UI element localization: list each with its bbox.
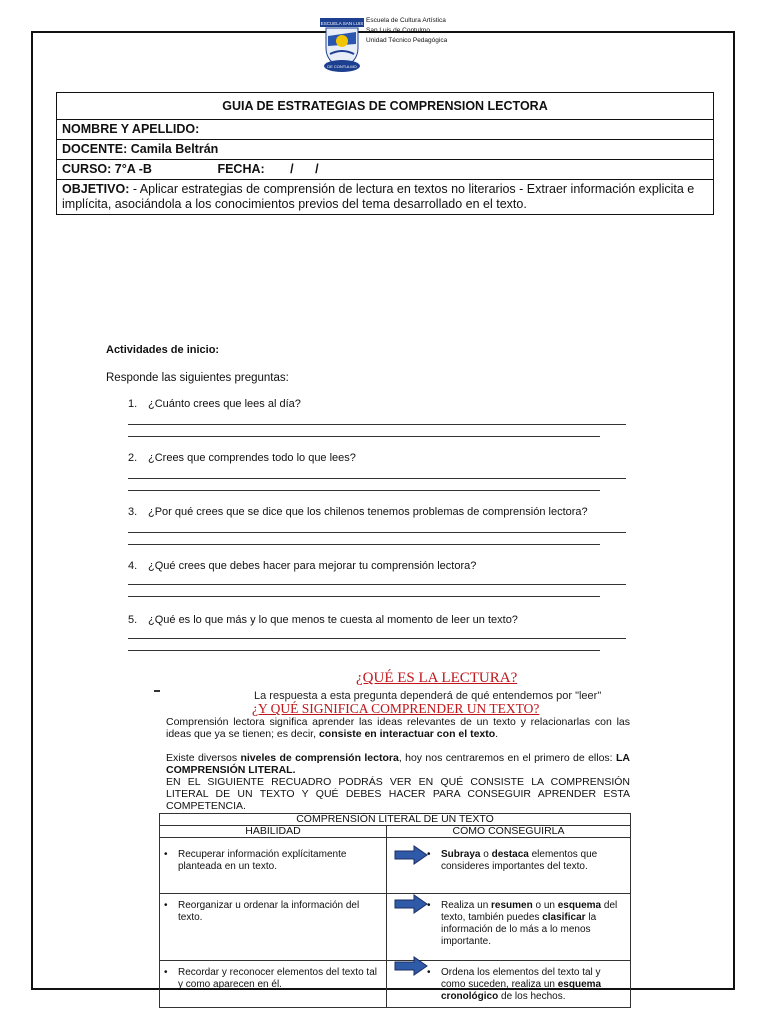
bullet: • [164, 967, 168, 978]
answer-line[interactable] [128, 638, 626, 639]
table-row [160, 961, 387, 1008]
activities-subtitle: Responde las siguientes preguntas: [106, 372, 289, 384]
answer-line[interactable] [128, 478, 626, 479]
answer-line[interactable] [128, 424, 626, 425]
p1-text: Comprensión lectora significa aprender las ideas relevantes de un texto y relacionarlas con las ideas que ya se tienen; es decir, [166, 716, 630, 740]
docente-field: DOCENTE: Camila Beltrán [57, 140, 714, 160]
answer-line[interactable] [128, 436, 600, 437]
question-5 [128, 614, 518, 626]
question-text: ¿Qué crees que debes hacer para mejorar tu comprensión lectora? [148, 560, 477, 572]
p1-bold: consiste en interactuar con el texto [318, 728, 496, 740]
col-como: CÓMO CONSEGUIRLA [387, 826, 631, 838]
p2-bold: niveles de comprensión lectora [240, 752, 399, 764]
activities-title: Actividades de inicio: [106, 344, 220, 356]
objetivo-label: OBJETIVO: [62, 182, 130, 196]
p2-text-2: , hoy nos centraremos en el primero de ellos: [398, 752, 616, 764]
nombre-field[interactable]: NOMBRE Y APELLIDO: [57, 120, 714, 140]
table-title: COMPRENSIÓN LITERAL DE UN TEXTO [160, 814, 631, 826]
paragraph-3: EN EL SIGUIENTE RECUADRO PODRÁS VER EN QUÉ CONSISTE LA COMPRENSIÓN LITERAL DE UN TEXTO Y QUÉ DEBES HACER PARA CONSEGUIR APRENDER ESTA COMPETENCIA. [166, 776, 630, 812]
svg-text:ESCUELA SAN LUIS: ESCUELA SAN LUIS [320, 21, 364, 26]
activities-section [106, 344, 636, 626]
question-text: ¿Cuánto crees que lees al día? [148, 398, 301, 410]
p1-end: . [495, 728, 499, 740]
objetivo-text: - Aplicar estrategias de comprensión de lectura en textos no literarios - Extraer información explicita e implícita, asociándola a los conocimientos previos del tema desarrollado en el texto. [62, 182, 695, 211]
bullet: • [427, 967, 431, 978]
curso-fecha-row[interactable] [57, 160, 714, 180]
info-table [56, 92, 714, 215]
habilidad-text: Recuperar información explícitamente planteada en un texto. [178, 849, 347, 872]
bullet: • [427, 900, 431, 911]
objetivo-field [57, 180, 714, 215]
arrow-right-icon [394, 894, 428, 914]
p2-text: Existe diversos [166, 752, 241, 764]
bullet: • [427, 849, 431, 860]
lectura-title: ¿QUÉ ES LA LECTURA? [356, 670, 518, 686]
table-row [160, 894, 387, 961]
school-line-2: San Luis de Contulmo [366, 27, 430, 34]
col-habilidad: HABILIDAD [160, 826, 387, 838]
school-line-1: Escuela de Cultura Artística [366, 17, 446, 24]
habilidad-text: Reorganizar u ordenar la información del texto. [178, 900, 360, 923]
arrow-right-icon [394, 845, 428, 865]
question-number: 1. [128, 398, 138, 410]
question-3 [128, 506, 588, 518]
arrow-right-icon [394, 956, 428, 976]
paragraph-2 [166, 752, 630, 776]
answer-line[interactable] [128, 532, 626, 533]
school-line-3: Unidad Técnico Pedagógica [366, 37, 448, 44]
question-2 [128, 452, 356, 464]
question-number: 4. [128, 560, 138, 572]
habilidad-text: Recordar y reconocer elementos del texto tal y como aparecen en él. [178, 967, 377, 990]
como-text: Ordena los elementos del texto tal y como suceden, realiza un esquema cronológico de los hechos. [441, 967, 602, 1002]
guide-title: GUIA DE ESTRATEGIAS DE COMPRENSION LECTORA [57, 93, 714, 120]
answer-line[interactable] [128, 490, 600, 491]
paragraph-1 [166, 716, 630, 740]
como-text: Realiza un resumen o un esquema del texto, también puedes clasificar la información de lo más a lo menos importante. [441, 900, 618, 947]
answer-line[interactable] [128, 544, 600, 545]
school-logo [320, 14, 366, 81]
fecha-slash-2: / [315, 162, 319, 176]
school-header-text [366, 16, 447, 46]
fecha-slash-1: / [290, 162, 294, 176]
question-number: 3. [128, 506, 138, 518]
question-number: 5. [128, 614, 138, 626]
bullet: • [164, 900, 168, 911]
question-text: ¿Qué es lo que más y lo que menos te cuesta al momento de leer un texto? [148, 614, 518, 626]
bullet: • [164, 849, 168, 860]
svg-text:DE CONTULMO: DE CONTULMO [327, 64, 357, 69]
answer-line[interactable] [128, 584, 626, 585]
comprension-title: ¿Y QUÉ SIGNIFICA COMPRENDER UN TEXTO? [252, 701, 540, 716]
como-text: Subraya o destaca elementos que consideres importantes del texto. [441, 849, 598, 872]
question-number: 2. [128, 452, 138, 464]
lectura-cut-text: La respuesta a esta pregunta dependerá de qué entendemos por "leer" [254, 690, 602, 702]
answer-line[interactable] [128, 650, 600, 651]
fecha-label: FECHA: [217, 162, 265, 176]
question-text: ¿Por qué crees que se dice que los chilenos tenemos problemas de comprensión lectora? [148, 506, 588, 518]
table-row [160, 838, 387, 894]
answer-line[interactable] [128, 596, 600, 597]
question-4 [128, 560, 476, 572]
p2-bold-2: LA COMPRENSIÓN LITERAL. [166, 752, 630, 776]
question-1 [128, 398, 301, 410]
decorative-dash [154, 690, 160, 692]
curso-field: CURSO: 7°A -B [62, 162, 152, 176]
question-text: ¿Crees que comprendes todo lo que lees? [148, 452, 356, 464]
